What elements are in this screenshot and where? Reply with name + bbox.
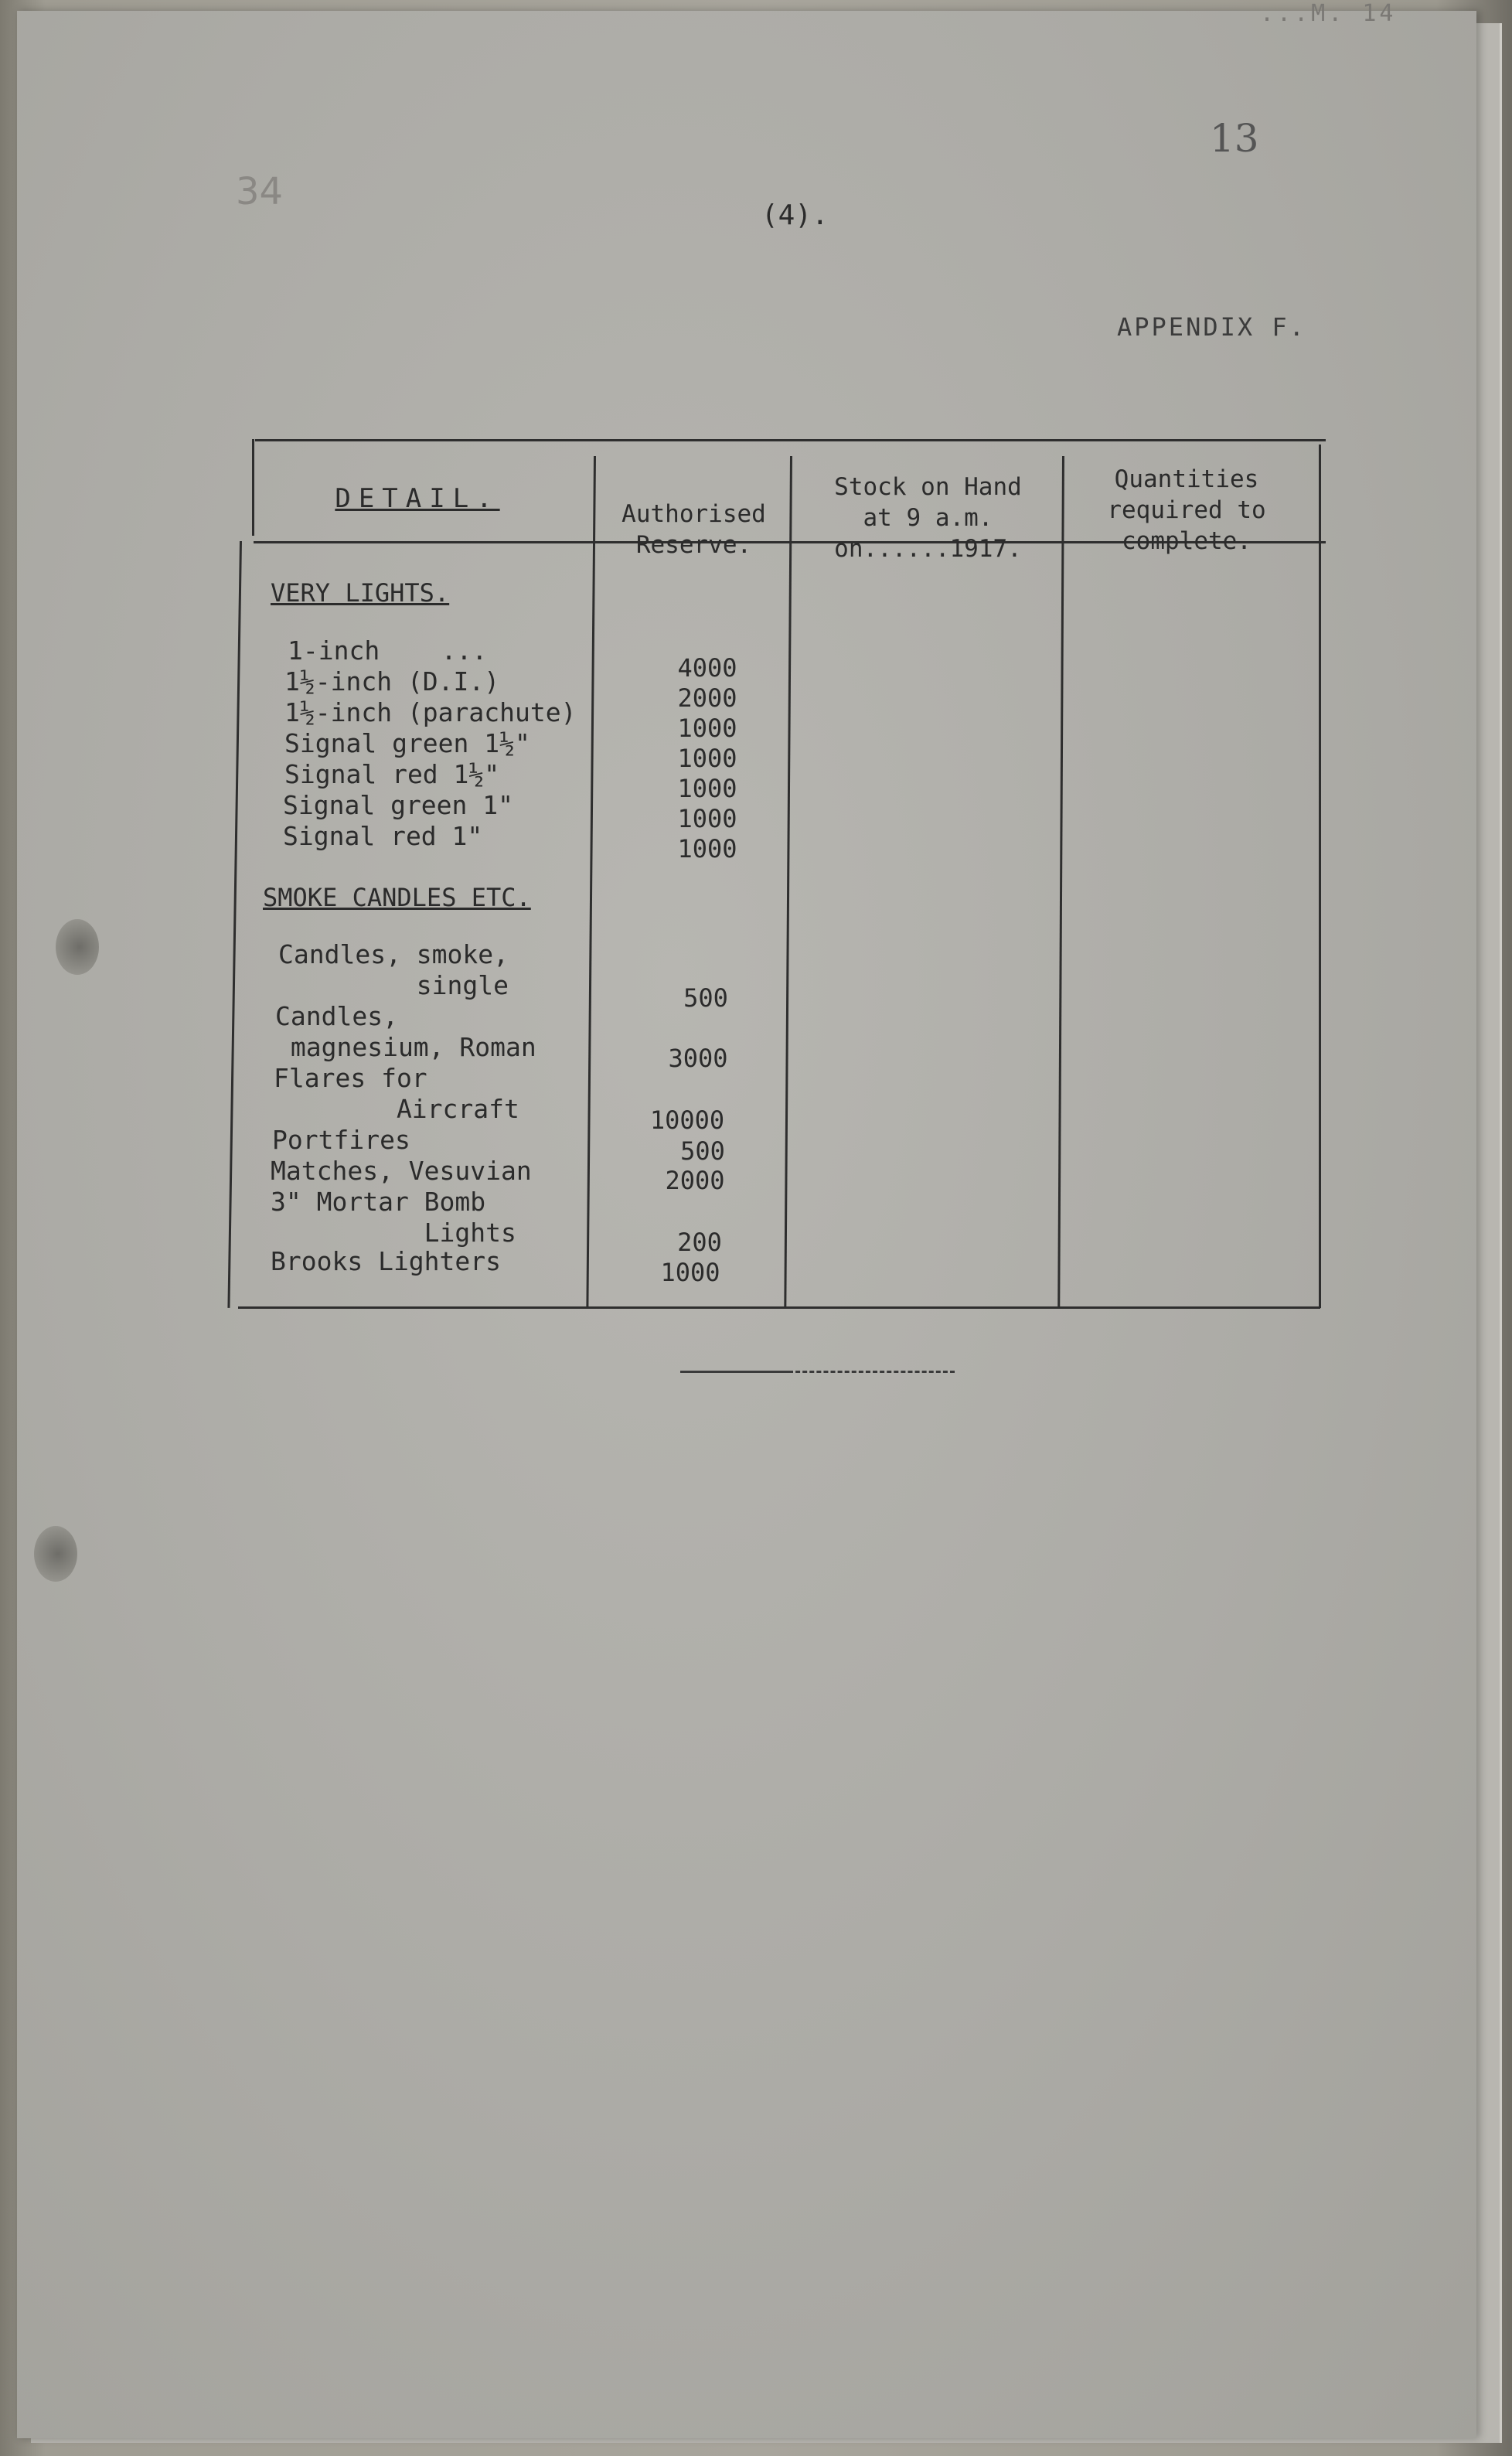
section-title: SMOKE CANDLES ETC. bbox=[263, 883, 531, 912]
table-row-value: 1000 bbox=[677, 834, 737, 864]
table-row-label: Signal green 1½" bbox=[284, 728, 530, 758]
table-row-value: 1000 bbox=[677, 744, 737, 773]
table-row-label: 3" Mortar Bomb Lights bbox=[271, 1187, 516, 1248]
table-row-label: Flares for Aircraft bbox=[274, 1063, 519, 1124]
table-row-label: Portfires bbox=[272, 1125, 410, 1155]
header-detail: DETAIL. bbox=[335, 483, 500, 514]
punch-hole-upper bbox=[56, 919, 99, 975]
table-row-value: 2000 bbox=[677, 683, 737, 713]
end-rule-solid bbox=[680, 1371, 788, 1373]
table-bottom-border bbox=[238, 1306, 1320, 1309]
pencil-mark: 34 bbox=[236, 170, 284, 213]
section-title: VERY LIGHTS. bbox=[271, 578, 450, 608]
table-row-value: 4000 bbox=[677, 653, 737, 683]
table-row-label: Matches, Vesuvian bbox=[271, 1156, 532, 1186]
table-row-value: 500 bbox=[680, 1136, 725, 1166]
table-row-value: 1000 bbox=[677, 804, 737, 833]
corner-mark: ...M. 14 bbox=[1260, 0, 1397, 27]
table-row-value: 1000 bbox=[660, 1258, 720, 1287]
table-row-label: Signal red 1" bbox=[283, 821, 483, 851]
table-row-value: 10000 bbox=[649, 1105, 725, 1135]
table-row-label: Candles, magnesium, Roman bbox=[275, 1001, 536, 1062]
appendix-title: APPENDIX F. bbox=[1117, 312, 1306, 342]
table-row-label: 1½-inch (parachute) bbox=[284, 697, 577, 727]
table-row-label: Candles, smoke, single bbox=[278, 939, 509, 1000]
table-row-value: 1000 bbox=[677, 714, 737, 743]
end-rule-dashed bbox=[788, 1371, 955, 1373]
punch-hole-lower bbox=[34, 1526, 77, 1582]
table-row-label: 1-inch ... bbox=[288, 635, 488, 666]
folio-number: 13 bbox=[1210, 116, 1259, 161]
table-row-label: Brooks Lighters bbox=[271, 1246, 502, 1276]
table-row-label: 1½-inch (D.I.) bbox=[284, 666, 500, 697]
table-row-value: 2000 bbox=[665, 1166, 725, 1195]
table-top-border bbox=[255, 439, 1326, 441]
table-row-value: 500 bbox=[683, 983, 728, 1013]
table-left-border-top bbox=[252, 439, 254, 536]
document-page bbox=[17, 11, 1476, 2438]
page-number: (4). bbox=[761, 199, 829, 231]
table-row-value: 200 bbox=[677, 1228, 722, 1257]
header-stock-on-hand: Stock on Hand at 9 a.m. on......1917. bbox=[834, 473, 1022, 563]
header-authorised-reserve: Authorised Reserve. bbox=[621, 500, 766, 559]
table-right-border bbox=[1319, 445, 1321, 1308]
table-row-label: Signal green 1" bbox=[283, 790, 514, 820]
table-row-value: 3000 bbox=[668, 1044, 728, 1073]
header-quantities-required: Quantities required to complete. bbox=[1107, 465, 1266, 555]
table-row-label: Signal red 1½" bbox=[284, 759, 500, 789]
table-row-value: 1000 bbox=[677, 774, 737, 803]
